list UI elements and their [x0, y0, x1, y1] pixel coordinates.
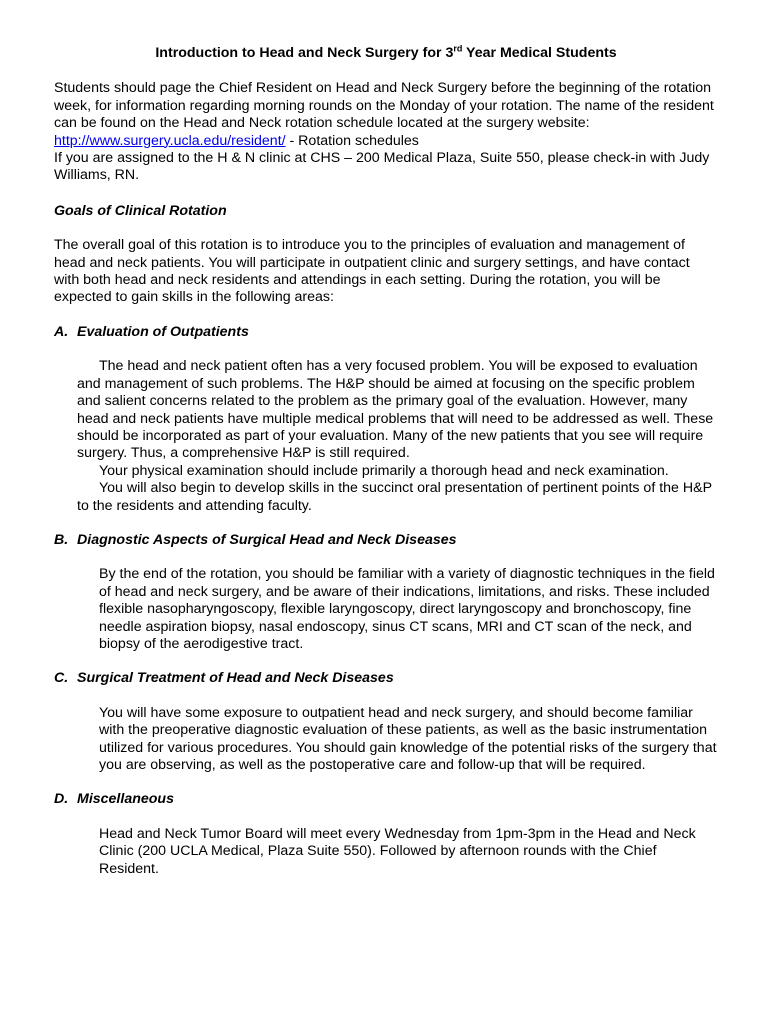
- title-suffix: Year Medical Students: [462, 45, 617, 61]
- section-paragraph: The head and neck patient often has a very focused problem. You will be exposed to evaluation and management of such problems. The H&P should be aimed at focusing on the specific problem and salient concerns related to the problem as the primary goal of the evaluation. However, many head and neck patients have multiple medical problems that will need to be addressed as well. These should be incorporated as part of your evaluation. Many of the new patients that you see will require surgery. Thus, a comprehensive H&P is still required.: [77, 358, 714, 462]
- intro-text: Students should page the Chief Resident on Head and Neck Surgery before the beginning of the rotation week, for information regarding morning rounds on the Monday of your rotation. The name of the resident can be found on the Head and Neck rotation schedule located at the surgery website:: [54, 80, 714, 132]
- section-letter: C.: [54, 670, 69, 687]
- section-a-body: [54, 358, 718, 515]
- section-paragraph: You will have some exposure to outpatient head and neck surgery, and should become familiar with the preoperative diagnostic evaluation of these patients, as well as the basic instrumentation utilized for various procedures. You should gain knowledge of the potential risks of the surgery that you are observing, as well as the postoperative care and follow-up that will be required.: [99, 704, 717, 773]
- section-letter: A.: [54, 323, 69, 340]
- title-prefix: Introduction to Head and Neck Surgery for 3: [155, 45, 454, 61]
- goals-heading: Goals of Clinical Rotation: [54, 202, 227, 219]
- section-d-body: [54, 826, 718, 878]
- clinic-checkin-paragraph: If you are assigned to the H & N clinic at CHS – 200 Medical Plaza, Suite 550, please check-in with Judy Williams, RN.: [54, 150, 710, 184]
- section-b-body: [54, 566, 718, 653]
- intro-paragraph: [54, 80, 718, 150]
- section-letter: B.: [54, 531, 69, 548]
- section-c-heading: [54, 670, 718, 687]
- intro-link-suffix: - Rotation schedules: [285, 132, 419, 149]
- section-title: Diagnostic Aspects of Surgical Head and Neck Diseases: [77, 531, 457, 548]
- section-paragraph: Your physical examination should include primarily a thorough head and neck examination.: [99, 462, 669, 479]
- section-paragraph: You will also begin to develop skills in the succinct oral presentation of pertinent points of the H&P to the residents and attending faculty.: [77, 480, 712, 514]
- intro-block: [54, 80, 718, 184]
- goals-overview: The overall goal of this rotation is to introduce you to the principles of evaluation and management of head and neck patients. You will participate in outpatient clinic and surgery settings, and have contact with both head and neck residents and attendings in each setting. During the rotation, you will be expected to gain skills in the following areas:: [54, 237, 690, 306]
- section-paragraph: By the end of the rotation, you should be familiar with a variety of diagnostic techniques in the field of head and neck surgery, and be aware of their indications, limitations, and risks. These included flexible nasopharyngoscopy, flexible laryngoscopy, direct laryngoscopy and bronchoscopy, fine needle aspiration biopsy, nasal endoscopy, sinus CT scans, MRI and CT scan of the neck, and biopsy of the aerodigestive tract.: [99, 566, 715, 652]
- section-a-heading: [54, 324, 718, 341]
- section-title: Evaluation of Outpatients: [77, 323, 249, 340]
- section-b-heading: [54, 532, 718, 549]
- section-d-heading: [54, 791, 718, 808]
- section-title: Surgical Treatment of Head and Neck Diseases: [77, 670, 394, 687]
- section-title: Miscellaneous: [77, 791, 174, 808]
- section-paragraph: Head and Neck Tumor Board will meet every Wednesday from 1pm-3pm in the Head and Neck Clinic (200 UCLA Medical, Plaza Suite 550). Followed by afternoon rounds with the Chief Resident.: [99, 825, 696, 877]
- resident-schedule-link[interactable]: http://www.surgery.ucla.edu/resident/: [54, 132, 286, 149]
- section-c-body: [54, 705, 718, 775]
- document-title: [54, 45, 718, 62]
- title-superscript: rd: [453, 43, 463, 54]
- section-letter: D.: [54, 791, 69, 808]
